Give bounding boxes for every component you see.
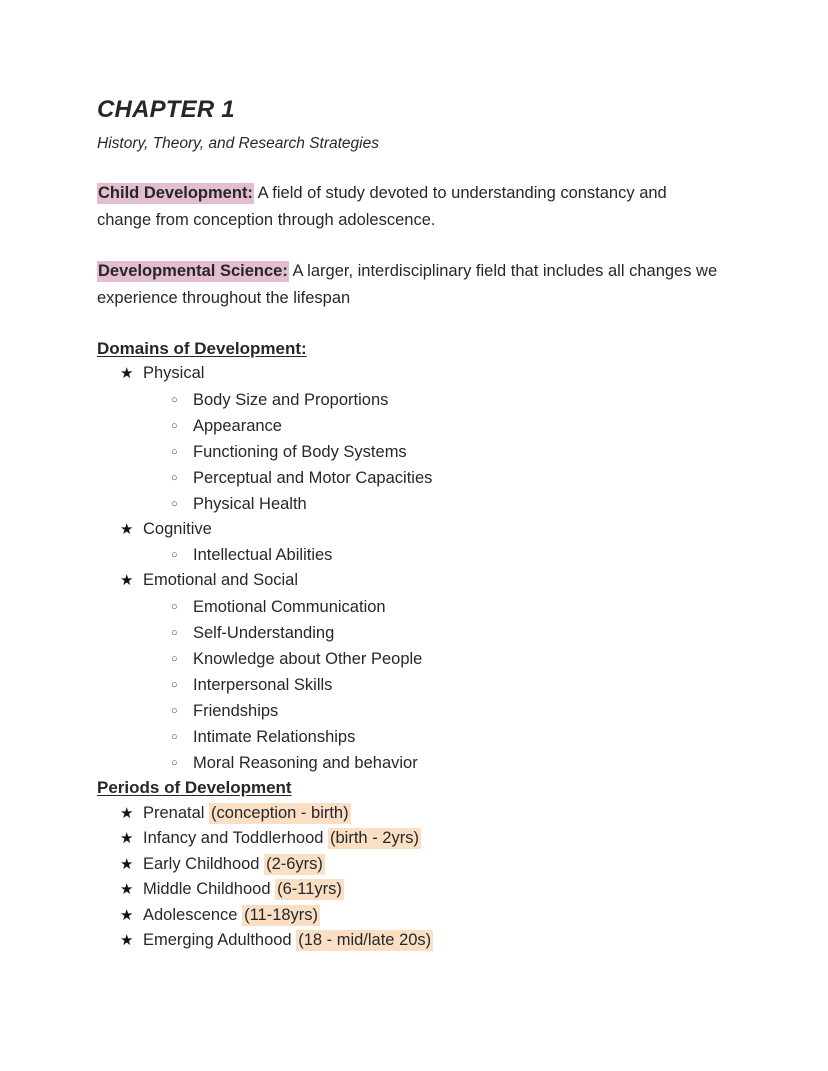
definition-paragraph — [97, 180, 720, 233]
age-range-highlight: (11-18yrs) — [244, 905, 319, 924]
list-item — [143, 646, 720, 672]
list-item — [97, 903, 720, 929]
circle-bullet: ○ — [171, 549, 178, 562]
list-item-label: Appearance — [193, 416, 282, 435]
age-range-highlight: (18 - mid/late 20s) — [298, 931, 432, 950]
list-item — [143, 594, 720, 620]
list-item-label: Body Size and Proportions — [193, 390, 389, 409]
star-bullet: ★ — [120, 881, 134, 899]
list-item — [143, 620, 720, 646]
circle-bullet: ○ — [171, 652, 178, 665]
sub-list — [143, 542, 720, 568]
list-item-label: Moral Reasoning and behavior — [193, 753, 418, 772]
list-item-label: Knowledge about Other People — [193, 649, 423, 668]
age-range-highlight: (conception - birth) — [211, 803, 349, 822]
star-bullet: ★ — [120, 572, 134, 590]
list-item-label: Physical — [143, 364, 205, 383]
age-range-highlight: (6-11yrs) — [277, 880, 342, 899]
definition-body: A larger, interdisciplinary field that includes all changes we experience throughout the lifespan — [97, 262, 718, 308]
star-bullet: ★ — [120, 906, 134, 924]
list-item — [97, 852, 720, 878]
list-item — [143, 387, 720, 413]
section-heading: Periods of Development — [97, 777, 292, 797]
sub-list — [143, 594, 720, 776]
list-item — [97, 877, 720, 903]
age-range-highlight: (2-6yrs) — [266, 854, 323, 873]
list-item-label: Interpersonal Skills — [193, 675, 333, 694]
list-item — [143, 413, 720, 439]
list-item — [97, 517, 720, 569]
list-item — [97, 801, 720, 827]
list-item-label: Infancy and Toddlerhood — [143, 829, 329, 848]
star-bullet: ★ — [120, 365, 134, 383]
circle-bullet: ○ — [171, 678, 178, 691]
list-item — [143, 439, 720, 465]
circle-bullet: ○ — [171, 445, 178, 458]
star-bullet: ★ — [120, 520, 134, 538]
sub-list — [143, 387, 720, 517]
section-periods-of-development — [97, 776, 720, 954]
list-item — [97, 826, 720, 852]
circle-bullet: ○ — [171, 419, 178, 432]
definition-term-highlight: Developmental Science: — [98, 262, 288, 281]
list-item-label: Cognitive — [143, 519, 212, 538]
list-item-label: Intellectual Abilities — [193, 546, 333, 565]
list-item-label: Self-Understanding — [193, 623, 335, 642]
list-item-label: Perceptual and Motor Capacities — [193, 468, 433, 487]
list-item-label: Friendships — [193, 701, 279, 720]
list-item-label: Emotional Communication — [193, 597, 386, 616]
circle-bullet: ○ — [171, 497, 178, 510]
circle-bullet: ○ — [171, 704, 178, 717]
circle-bullet: ○ — [171, 756, 178, 769]
list-item — [143, 491, 720, 517]
list-item-label: Intimate Relationships — [193, 727, 356, 746]
list-item-label: Prenatal — [143, 803, 210, 822]
age-range-highlight: (birth - 2yrs) — [330, 829, 419, 848]
definition-paragraph — [97, 258, 720, 311]
list-item — [143, 672, 720, 698]
star-bullet: ★ — [120, 804, 134, 822]
circle-bullet: ○ — [171, 730, 178, 743]
list-item — [97, 568, 720, 776]
circle-bullet: ○ — [171, 626, 178, 639]
star-bullet: ★ — [120, 830, 134, 848]
page-subtitle: History, Theory, and Research Strategies — [97, 134, 379, 152]
list-item-label: Emerging Adulthood — [143, 931, 297, 950]
section-heading: Domains of Development: — [97, 338, 307, 358]
definition-body: A field of study devoted to understanding constancy and change from conception through adolescence. — [97, 183, 667, 229]
list-item-label: Early Childhood — [143, 854, 265, 873]
list-item — [97, 361, 720, 517]
list-item — [143, 465, 720, 491]
list-item — [97, 928, 720, 954]
list-item — [143, 542, 720, 568]
star-bullet: ★ — [120, 855, 134, 873]
list-item — [143, 698, 720, 724]
list-item-label: Emotional and Social — [143, 571, 299, 590]
star-bullet: ★ — [120, 932, 134, 950]
list-item — [143, 750, 720, 776]
section-domains-of-development — [97, 337, 720, 776]
list-item-label: Middle Childhood — [143, 880, 276, 899]
list-item-label: Adolescence — [143, 905, 243, 924]
circle-bullet: ○ — [171, 600, 178, 613]
definition-term-highlight: Child Development: — [98, 183, 253, 202]
circle-bullet: ○ — [171, 393, 178, 406]
list-item — [143, 724, 720, 750]
circle-bullet: ○ — [171, 471, 178, 484]
domains-list — [97, 361, 720, 776]
page-title: CHAPTER 1 — [97, 96, 235, 123]
list-item-label: Physical Health — [193, 494, 307, 513]
list-item-label: Functioning of Body Systems — [193, 442, 407, 461]
periods-list — [97, 801, 720, 954]
